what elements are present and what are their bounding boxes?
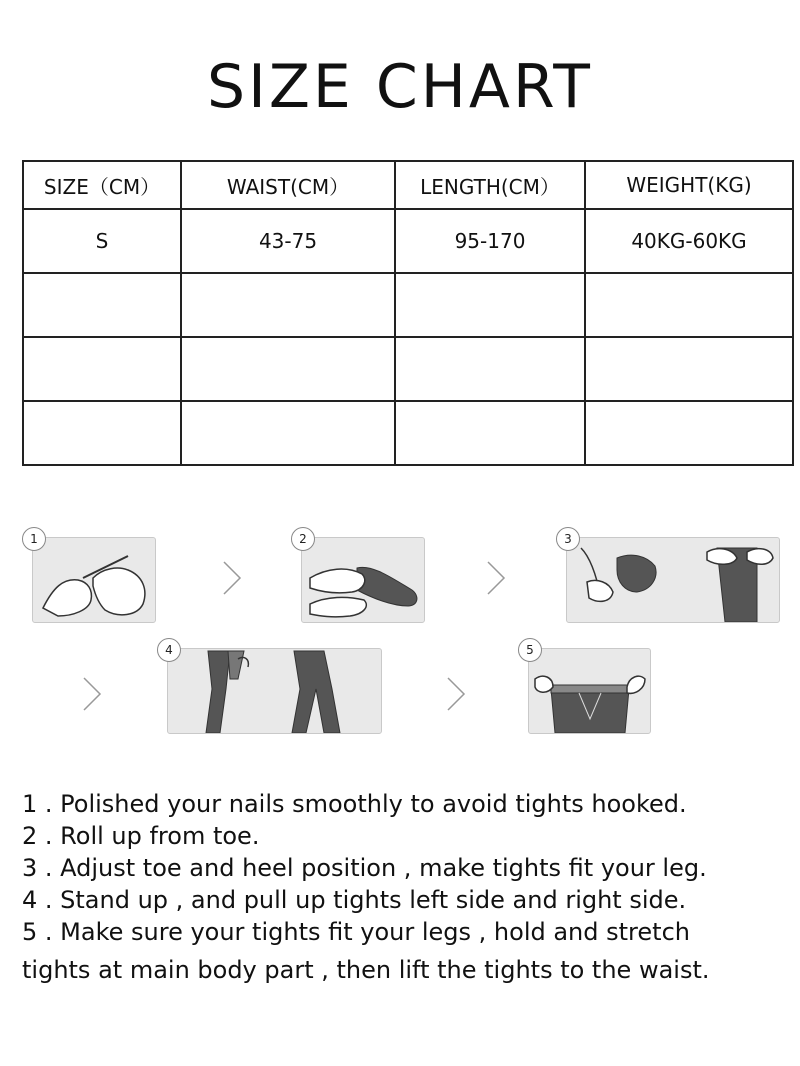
- step-number: 5: [518, 638, 542, 662]
- step-number: 2: [291, 527, 315, 551]
- hands-icon: [33, 538, 155, 622]
- chevron-right-icon: [222, 560, 242, 596]
- cell-waist: 43-75: [181, 209, 395, 273]
- cell-size: S: [23, 209, 181, 273]
- pull-up-sides-illustration: [167, 648, 382, 734]
- cell-size: [23, 337, 181, 401]
- instruction-line: 5 . Make sure your tights fit your legs , hold and stretch: [22, 918, 690, 946]
- waist-icon: [529, 649, 650, 733]
- chevron-right-icon: [82, 676, 102, 712]
- cell-waist: [181, 337, 395, 401]
- header-weight: WEIGHT(KG): [585, 161, 793, 209]
- cell-size: [23, 273, 181, 337]
- cell-weight: [585, 337, 793, 401]
- stretch-to-waist-illustration: [528, 648, 651, 734]
- foot-icon: [302, 538, 424, 622]
- cell-weight: [585, 401, 793, 465]
- chevron-right-icon: [446, 676, 466, 712]
- header-length: LENGTH(CM）: [395, 161, 585, 209]
- instruction-line: 4 . Stand up , and pull up tights left side and right side.: [22, 886, 687, 914]
- instructions-list: [22, 788, 792, 986]
- step-number: 3: [556, 527, 580, 551]
- cell-length: [395, 401, 585, 465]
- roll-from-toe-illustration: [301, 537, 425, 623]
- header-size: SIZE（CM）: [23, 161, 181, 209]
- cell-length: 95-170: [395, 209, 585, 273]
- instruction-line: tights at main body part , then lift the tights to the waist.: [22, 956, 710, 984]
- leg-icon: [567, 538, 779, 622]
- legs-icon: [168, 649, 381, 733]
- table-header-row: [23, 161, 793, 209]
- cell-length: [395, 273, 585, 337]
- chevron-right-icon: [486, 560, 506, 596]
- step-number: 1: [22, 527, 46, 551]
- cell-waist: [181, 273, 395, 337]
- size-table: [22, 160, 794, 466]
- instruction-line: 2 . Roll up from toe.: [22, 822, 260, 850]
- cell-waist: [181, 401, 395, 465]
- table-row: [23, 337, 793, 401]
- step-number: 4: [157, 638, 181, 662]
- cell-size: [23, 401, 181, 465]
- table-row: [23, 401, 793, 465]
- table-row: [23, 209, 793, 273]
- table-row: [23, 273, 793, 337]
- cell-length: [395, 337, 585, 401]
- page-title: SIZE CHART: [207, 52, 593, 122]
- nail-filing-illustration: [32, 537, 156, 623]
- cell-weight: [585, 273, 793, 337]
- instruction-line: 1 . Polished your nails smoothly to avoid tights hooked.: [22, 790, 687, 818]
- adjust-toe-heel-illustration: [566, 537, 780, 623]
- cell-weight: 40KG-60KG: [585, 209, 793, 273]
- instruction-line: 3 . Adjust toe and heel position , make tights fit your leg.: [22, 854, 707, 882]
- header-waist: WAIST(CM）: [181, 161, 395, 209]
